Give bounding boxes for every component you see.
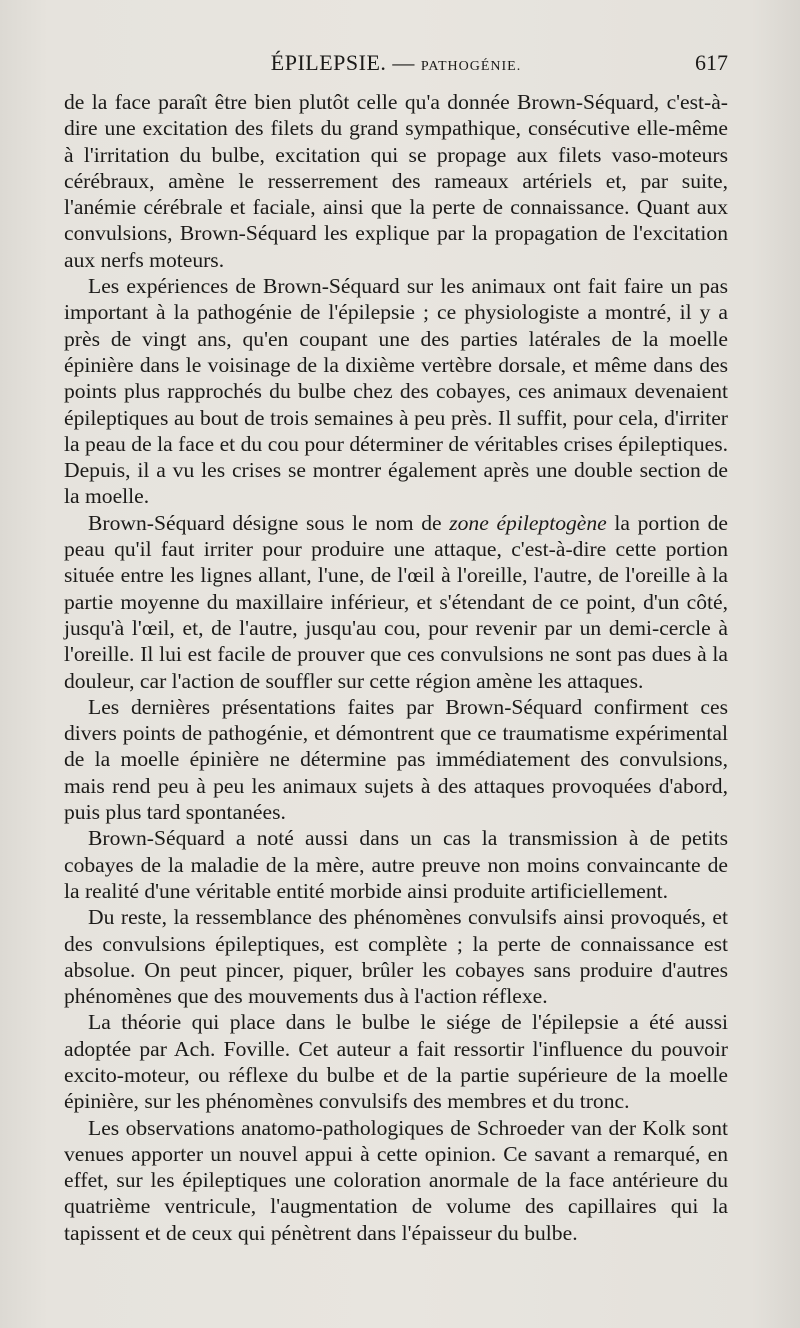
- running-title-main: ÉPILEPSIE.: [270, 50, 387, 75]
- paragraph-text: Brown-Séquard désigne sous le nom de: [88, 510, 450, 535]
- emphasized-term: zone épileptogène: [449, 510, 607, 535]
- paragraph: Les dernières présentations faites par Brown-Séquard confirment ces divers points de pathogénie, et démontrent que ce traumatisme expérimental de la moelle épinière ne détermine pas immédiatement des convulsions, mais rend peu à peu les animaux sujets à des attaques provoquées d'abord, puis plus tard spontanées.: [64, 694, 728, 825]
- paragraph: Brown-Séquard a noté aussi dans un cas la transmission à de petits cobayes de la maladie de la mère, autre preuve non moins convaincante de la realité d'une véritable entité morbide ainsi produite artificiellement.: [64, 826, 728, 903]
- running-title-separator: —: [392, 50, 415, 75]
- page-number: 617: [695, 50, 728, 75]
- paragraph: La théorie qui place dans le bulbe le siége de l'épilepsie a été aussi adoptée par Ach. Foville. Cet auteur a fait ressortir l'influence du pouvoir excito-moteur, ou réflexe du bulbe et de la partie supérieure de la moelle épinière, sur les phénomènes convulsifs des membres et du tronc.: [64, 1010, 728, 1114]
- paragraph: [64, 510, 728, 694]
- paragraph: Du reste, la ressemblance des phénomènes convulsifs ainsi provoqués, et des convulsions épileptiques, est complète ; la perte de connaissance est absolue. On peut pincer, piquer, brûler les cobayes sans produire d'autres phénomènes que des mouvements dus à l'action réflexe.: [64, 905, 728, 1009]
- paragraph-text: la portion de peau qu'il faut irriter pour produire une attaque, c'est-à-dire cette portion située entre les lignes allant, l'une, de l'œil à l'oreille, l'autre, de l'oreille à la partie moyenne du maxillaire inférieur, et s'étendant de ce point, d'un côté, jusqu'à l'œil, et, de l'autre, jusqu'au cou, pour revenir par un demi-cercle à l'oreille. Il lui est facile de prouver que ces convulsions ne sont pas dues à la douleur, car l'action de souffler sur cette région amène les attaques.: [64, 510, 728, 693]
- paragraph: Les expériences de Brown-Séquard sur les animaux ont fait faire un pas important à la pathogénie de l'épilepsie ; ce physiologiste a montré, il y a près de vingt ans, qu'en coupant une des parties latérales de la moelle épinière dans le voisinage de la dixième vertèbre dorsale, et même dans des points plus rapprochés du bulbe chez des cobayes, ces animaux devenaient épileptiques au bout de trois semaines à peu près. Il suffit, pour cela, d'irriter la peau de la face et du cou pour déterminer de véritables crises épileptiques. Depuis, il a vu les crises se montrer également après une double section de la moelle.: [64, 274, 728, 509]
- running-title: [64, 50, 728, 76]
- running-title-sub: PATHOGÉNIE.: [420, 59, 522, 74]
- paragraph: Les observations anatomo-pathologiques de Schroeder van der Kolk sont venues apporter un nouvel appui à cette opinion. Ce savant a remarqué, en effet, sur les épileptiques une coloration anormale de la face antérieure du quatrième ventricule, l'augmentation de volume des capillaires qui la tapissent et de ceux qui pénètrent dans l'épaisseur du bulbe.: [64, 1115, 728, 1245]
- paragraph: de la face paraît être bien plutôt celle qu'a donnée Brown-Séquard, c'est-à-dire une excitation des filets du grand sympathique, consécutive elle-même à l'irritation du bulbe, excitation qui se propage aux filets vaso-moteurs cérébraux, amène le resserrement des rameaux artériels et, par suite, l'anémie cérébrale et faciale, ainsi que la perte de connaissance. Quant aux convulsions, Brown-Séquard les explique par la propagation de l'excitation aux nerfs moteurs.: [64, 90, 728, 272]
- running-header: [64, 50, 728, 80]
- body-text: [64, 89, 728, 1246]
